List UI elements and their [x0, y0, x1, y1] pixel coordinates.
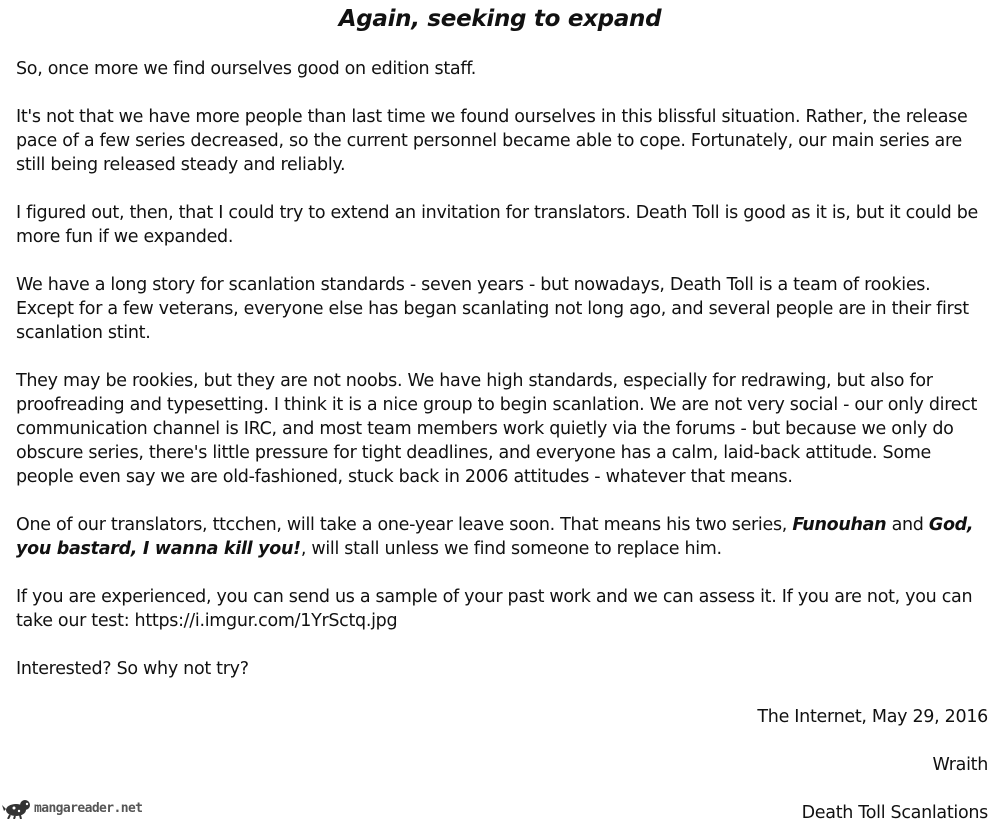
paragraph-7: If you are experienced, you can send us a sample of your past work and we can assess it. If you are not, you can take our test: https://i.imgur.com/1YrSctq.jpg — [16, 587, 973, 631]
watermark-text: mangareader.net — [34, 800, 143, 816]
paragraph-2: It's not that we have more people than last time we found ourselves in this blissful situation. Rather, the release pace of a few series decreased, so the current personnel became able to cope. Fortunately, our main series are still being released steady and reliably. — [16, 107, 968, 175]
mangareader-logo-icon — [2, 797, 32, 819]
series-title-god-you-bastard: God, you bastard, I wanna kill you! — [16, 515, 974, 559]
paragraph-6 — [16, 513, 990, 561]
signature-place-date: The Internet, May 29, 2016 — [757, 707, 988, 727]
paragraph-5: They may be rookies, but they are not noobs. We have high standards, especially for redrawing, but also for proofreading and typesetting. I think it is a nice group to begin scanlation. We are not very social - our only direct communication channel is IRC, and most team members work quietly via the forums - but because we only do obscure series, there's little pressure for tight deadlines, and everyone has a calm, laid-back attitude. Some people even say we are old-fashioned, stuck back in 2006 attitudes - whatever that means. — [16, 371, 978, 487]
paragraph-3: I figured out, then, that I could try to extend an invitation for translators. Death Toll is good as it is, but it could be more fun if we expanded. — [16, 203, 978, 247]
paragraph-6-text-1: One of our translators, ttcchen, will take a one-year leave soon. That means his two series, — [16, 515, 793, 535]
signature-name: Wraith — [932, 755, 988, 775]
watermark — [2, 797, 142, 819]
paragraph-8: Interested? So why not try? — [16, 659, 249, 679]
paragraph-4: We have a long story for scanlation standards - seven years - but nowadays, Death Toll is a team of rookies. Except for a few veterans, everyone else has began scanlating not long ago, and several people are in their first scanlation stint. — [16, 275, 969, 343]
paragraph-6-text-2: and — [886, 515, 929, 535]
paragraph-6-text-3: , will stall unless we find someone to replace him. — [300, 539, 722, 559]
document-body — [16, 57, 990, 705]
series-title-funouhan: Funouhan — [792, 515, 887, 535]
paragraph-1: So, once more we find ourselves good on edition staff. — [16, 59, 477, 79]
page-title: Again, seeking to expand — [338, 6, 662, 32]
signature-group: Death Toll Scanlations — [801, 803, 988, 823]
